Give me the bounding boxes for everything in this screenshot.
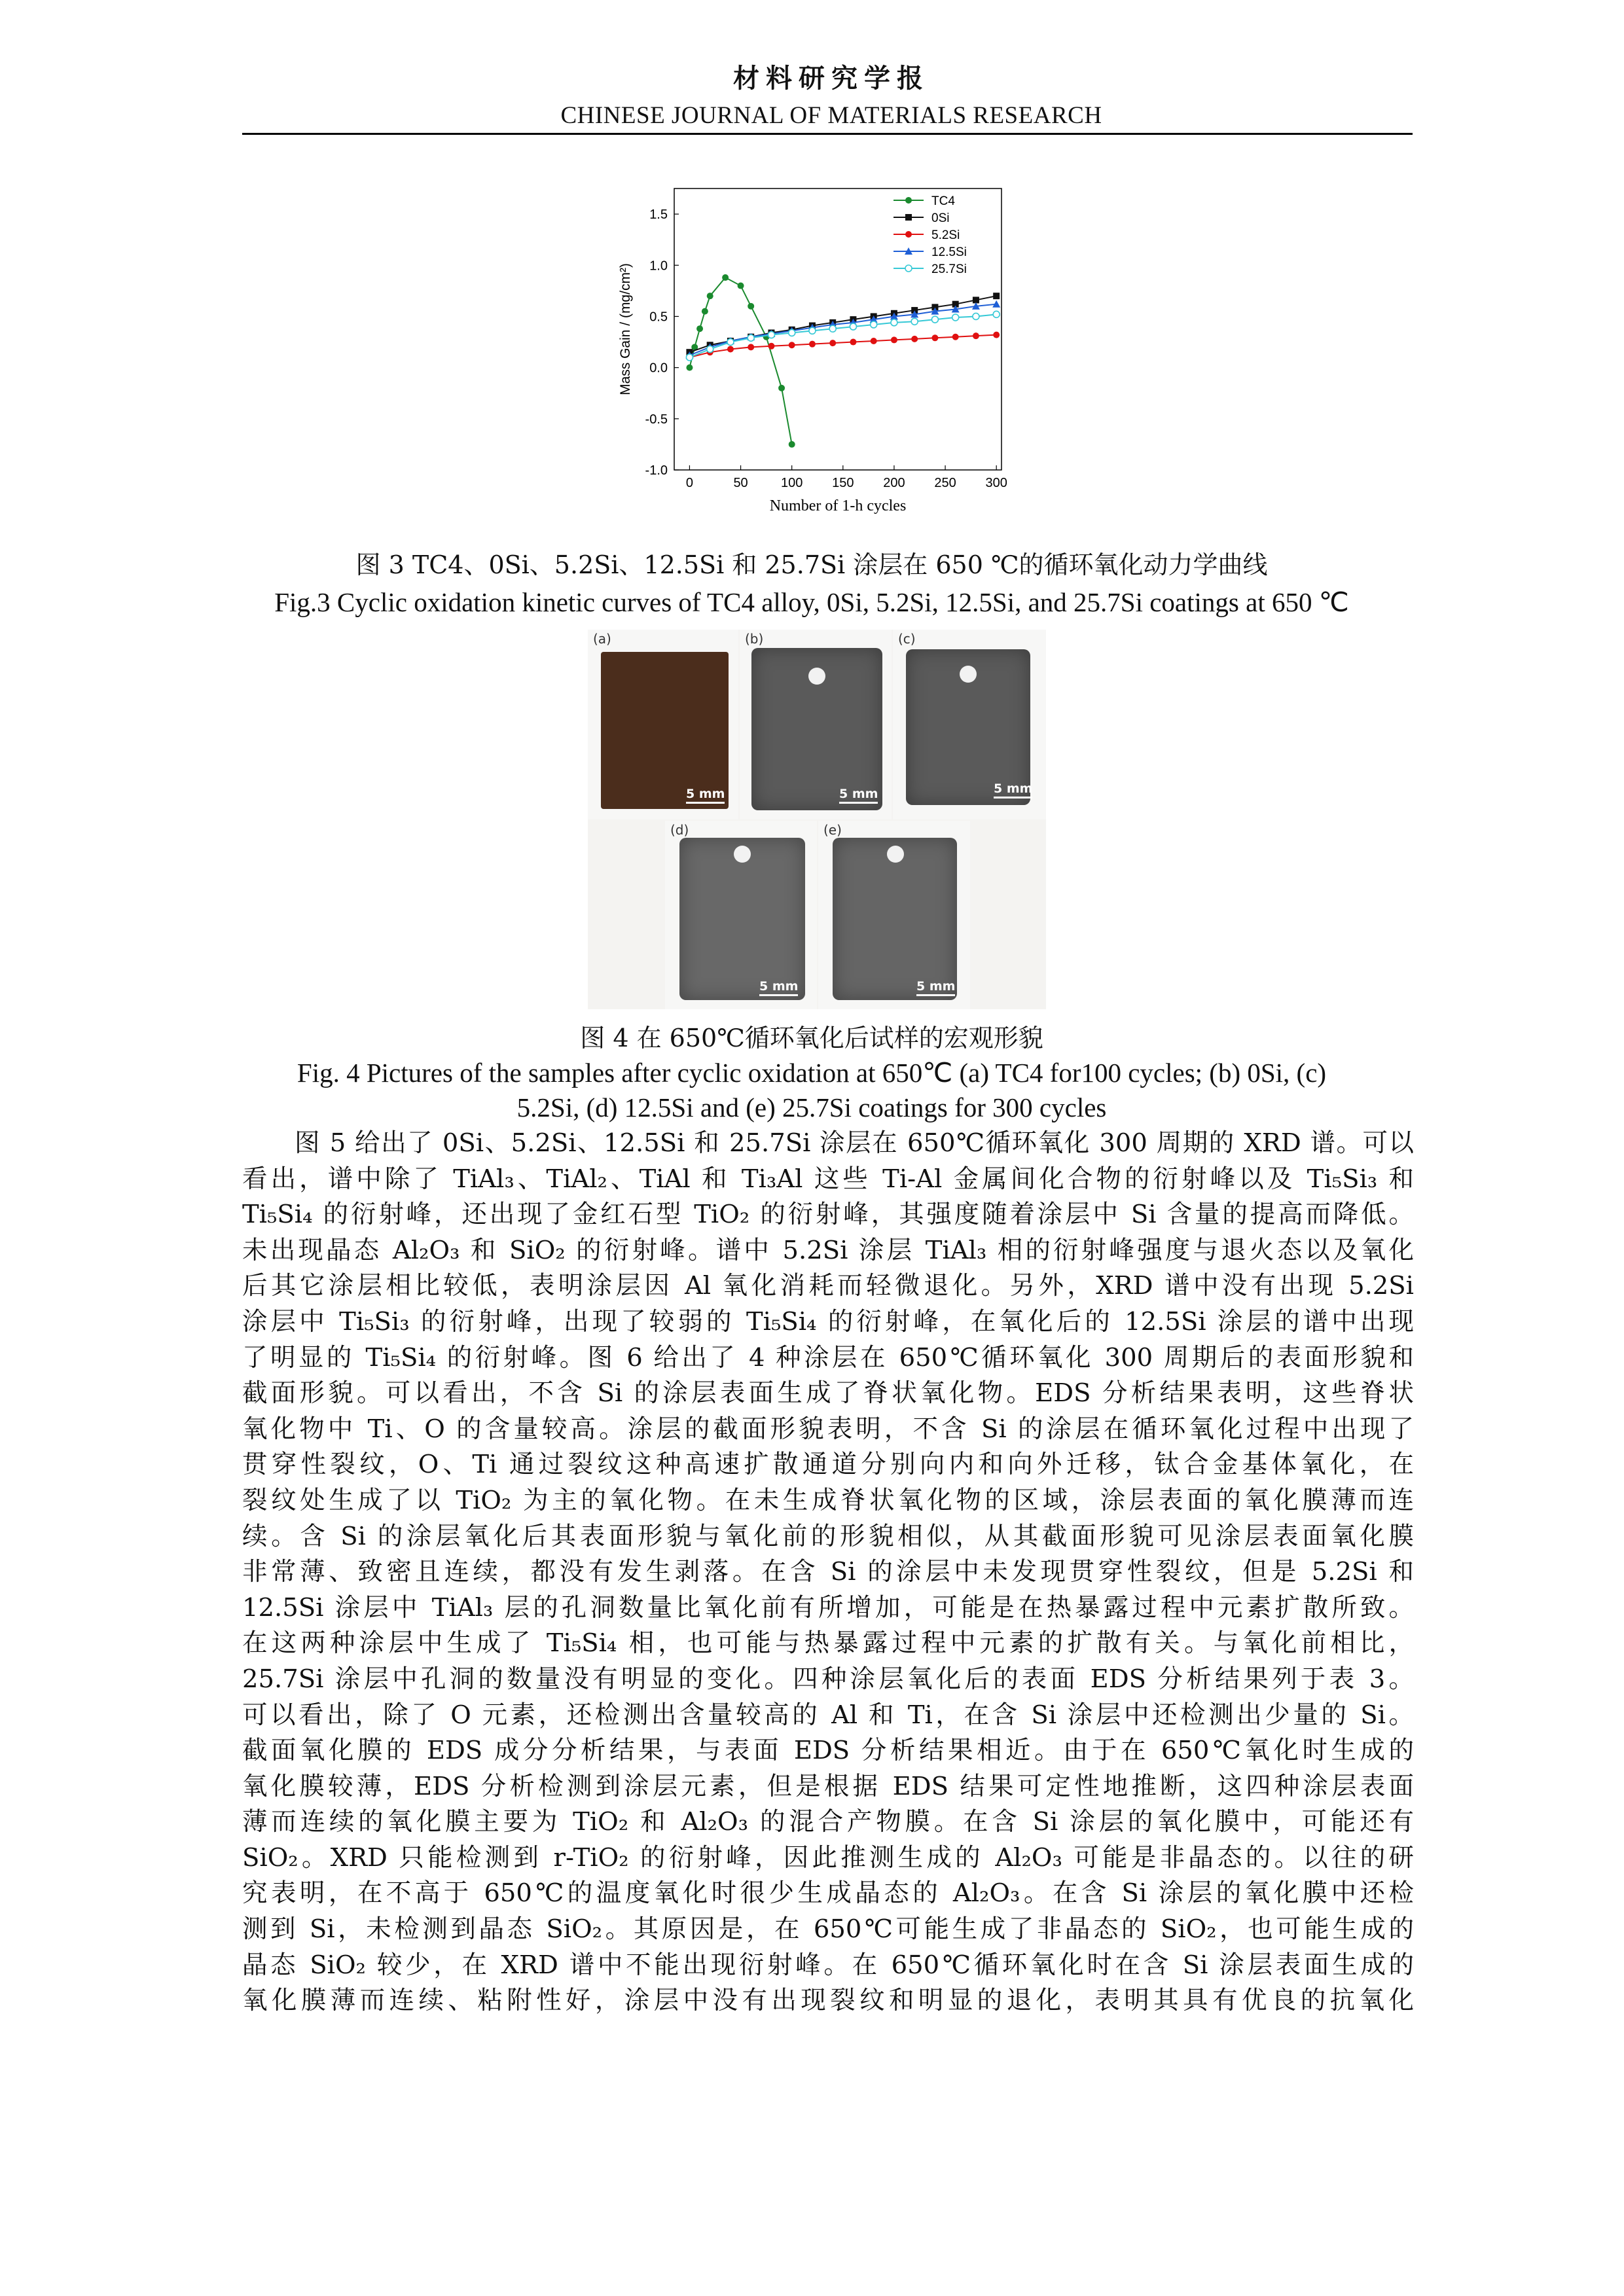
sample-hole — [808, 668, 825, 685]
figure3-caption-en: Fig.3 Cyclic oxidation kinetic curves of TC4 alloy, 0Si, 5.2Si, 12.5Si, and 25.7Si coatings at 650 ℃ — [274, 587, 1349, 617]
sample-hole — [960, 666, 977, 683]
data-point — [850, 339, 856, 346]
body-line: 25.7Si 涂层中孔洞的数量没有明显的变化。四种涂层氧化后的表面 EDS 分析结果列于表 3。 — [242, 1664, 1414, 1694]
body-line: 裂纹处生成了以 TiO₂ 为主的氧化物。在未生成脊状氧化物的区域，涂层表面的氧化膜薄而连 — [242, 1485, 1414, 1515]
data-point — [952, 334, 959, 340]
body-line: 究表明，在不高于 650℃的温度氧化时很少生成晶态的 Al₂O₃。在含 Si 涂层的氧化膜中还检 — [242, 1878, 1414, 1909]
legend-label: 25.7Si — [931, 262, 967, 276]
data-point — [748, 334, 754, 341]
series-tc4 — [686, 274, 795, 448]
sample-photos-figure — [588, 630, 1046, 1009]
photo-panel-d — [665, 821, 817, 1009]
data-point — [911, 336, 918, 342]
figure4-caption-en-line1: Fig. 4 Pictures of the samples after cyclic oxidation at 650℃ (a) TC4 for100 cycles; (b) 0Si, (c) — [297, 1058, 1327, 1088]
data-point — [768, 343, 774, 350]
body-line: 涂层中 Ti₅Si₃ 的衍射峰，出现了较弱的 Ti₅Si₄ 的衍射峰，在氧化后的 12.5Si 涂层的谱中出现 — [242, 1306, 1414, 1336]
series-line — [689, 278, 791, 444]
y-tick-label: -1.0 — [645, 463, 668, 478]
data-point — [748, 303, 754, 310]
journal-header — [242, 58, 1420, 130]
body-line: 在这两种涂层中生成了 Ti₅Si₄ 相，也可能与热暴露过程中元素的扩散有关。与氧化前相比， — [242, 1628, 1414, 1659]
body-line: 可以看出，除了 O 元素，还检测出含量较高的 Al 和 Ti，在含 Si 涂层中还检测出少量的 Si。 — [242, 1700, 1414, 1730]
scale-bar-d: 5 mm — [759, 979, 798, 996]
tc4-rusted-sample — [601, 652, 729, 809]
scale-bar-a: 5 mm — [686, 787, 725, 804]
data-point — [973, 313, 979, 319]
data-point — [931, 316, 938, 323]
panel-label-d: (d) — [670, 822, 689, 838]
data-point — [768, 332, 774, 338]
y-tick-label: 1.0 — [649, 259, 668, 274]
panel-label-a: (a) — [593, 631, 611, 647]
data-point — [686, 365, 693, 371]
photo-panel-a — [588, 630, 738, 819]
body-line: 氧化膜薄而连续、粘附性好，涂层中没有出现裂纹和明显的退化，表明其具有优良的抗氧化 — [242, 1986, 1414, 2016]
legend-label: TC4 — [931, 194, 955, 208]
data-point — [931, 334, 938, 341]
photo-panel-e — [818, 821, 970, 1009]
data-point — [727, 339, 734, 346]
panel-label-c: (c) — [898, 631, 916, 647]
data-point — [809, 327, 816, 334]
body-line: 截面氧化膜的 EDS 成分分析结果，与表面 EDS 分析结果相近。由于在 650℃氧化时生成的 — [242, 1736, 1414, 1766]
body-line: 后其它涂层相比较低，表明涂层因 Al 氧化消耗而轻微退化。另外，XRD 谱中没有出现 5.2Si — [242, 1271, 1414, 1301]
y-axis-label: Mass Gain / (mg/cm²) — [618, 263, 633, 395]
figure4-caption-en-line2: 5.2Si, (d) 12.5Si and (e) 25.7Si coatings for 300 cycles — [516, 1092, 1107, 1122]
body-line: SiO₂。XRD 只能检测到 r-TiO₂ 的衍射峰，因此推测生成的 Al₂O₃ 可能是非晶态的。以往的研 — [242, 1842, 1414, 1873]
body-line: 氧化物中 Ti、O 的含量较高。涂层的截面形貌表明，不含 Si 的涂层在循环氧化过程中出现了 — [242, 1414, 1414, 1444]
body-line: 图 5 给出了 0Si、5.2Si、12.5Si 和 25.7Si 涂层在 650℃循环氧化 300 周期的 XRD 谱。可以 — [242, 1128, 1414, 1158]
photo-panel-b — [740, 630, 892, 819]
body-line: 了明显的 Ti₅Si₄ 的衍射峰。图 6 给出了 4 种涂层在 650℃循环氧化 300 周期后的表面形貌和 — [242, 1342, 1414, 1372]
series-5-2si — [686, 332, 1000, 361]
body-line: 非常薄、致密且连续，都没有发生剥落。在含 Si 的涂层中未发现贯穿性裂纹，但是 5.2Si 和 — [242, 1557, 1414, 1587]
data-point — [973, 332, 979, 339]
y-tick-label: 0.0 — [649, 361, 668, 376]
photo-panel-c — [893, 630, 1046, 819]
body-line: 氧化膜较薄，EDS 分析检测到涂层元素，但是根据 EDS 结果可定性地推断，这四种涂层表面 — [242, 1771, 1414, 1801]
y-tick-label: 1.5 — [649, 207, 668, 223]
sample-hole — [734, 846, 751, 863]
body-line: 截面形貌。可以看出，不含 Si 的涂层表面生成了脊状氧化物。EDS 分析结果表明，这些脊状 — [242, 1378, 1414, 1408]
legend-marker — [905, 214, 912, 221]
legend-marker — [905, 231, 912, 238]
series-line — [689, 335, 996, 357]
data-point — [829, 340, 836, 346]
body-line: 贯穿性裂纹，O、Ti 通过裂纹这种高速扩散通道分别向内和向外迁移，钛合金基体氧化，在 — [242, 1450, 1414, 1480]
body-line: 看出，谱中除了 TiAl₃、TiAl₂、TiAl 和 Ti₃Al 这些 Ti-Al 金属间化合物的衍射峰以及 Ti₅Si₃ 和 — [242, 1164, 1414, 1194]
data-point — [871, 321, 877, 328]
body-line: 未出现晶态 Al₂O₃ 和 SiO₂ 的衍射峰。谱中 5.2Si 涂层 TiAl₃ 相的衍射峰强度与退火态以及氧化 — [242, 1235, 1414, 1265]
data-point — [722, 274, 729, 281]
data-point — [993, 311, 1000, 317]
data-point — [738, 283, 744, 289]
legend-label: 12.5Si — [931, 245, 967, 259]
x-tick-label: 150 — [832, 476, 854, 490]
data-point — [809, 341, 816, 348]
sample-hole — [887, 846, 904, 863]
data-point — [789, 342, 795, 348]
body-line: 晶态 SiO₂ 较少，在 XRD 谱中不能出现衍射峰。在 650℃循环氧化时在含 Si 涂层表面生成的 — [242, 1950, 1414, 1980]
scale-bar-c: 5 mm — [994, 781, 1032, 798]
data-point — [707, 293, 713, 299]
data-point — [789, 441, 795, 448]
legend-label: 5.2Si — [931, 228, 960, 242]
mass-gain-chart — [609, 175, 1054, 529]
x-tick-label: 250 — [934, 476, 956, 490]
data-point — [789, 329, 795, 336]
data-point — [891, 336, 897, 343]
data-point — [993, 293, 1000, 299]
data-point — [778, 385, 785, 391]
x-tick-label: 100 — [781, 476, 803, 490]
legend-label: 0Si — [931, 211, 950, 225]
data-point — [748, 344, 754, 350]
body-line: 薄而连续的氧化膜主要为 TiO₂ 和 Al₂O₃ 的混合产物膜。在含 Si 涂层的氧化膜中，可能还有 — [242, 1807, 1414, 1837]
data-point — [829, 325, 836, 332]
body-line: 测到 Si，未检测到晶态 SiO₂。其原因是，在 650℃可能生成了非晶态的 SiO₂，也可能生成的 — [242, 1914, 1414, 1945]
figure4-caption-cn: 图 4 在 650℃循环氧化后试样的宏观形貌 — [580, 1024, 1043, 1052]
journal-title-en: CHINESE JOURNAL OF MATERIALS RESEARCH — [560, 102, 1102, 129]
journal-title-cn: 材料研究学报 — [733, 63, 929, 94]
data-point — [871, 338, 877, 344]
data-point — [911, 318, 918, 325]
legend-marker — [905, 265, 912, 272]
y-tick-label: 0.5 — [649, 310, 668, 325]
scale-bar-b: 5 mm — [839, 787, 878, 804]
data-point — [993, 332, 1000, 338]
panel-label-b: (b) — [745, 631, 764, 647]
data-point — [727, 346, 734, 352]
data-point — [850, 323, 856, 330]
scale-bar-e: 5 mm — [916, 979, 955, 996]
panel-label-e: (e) — [823, 822, 842, 838]
x-tick-label: 0 — [685, 476, 693, 490]
legend-marker — [905, 197, 912, 204]
series-line — [689, 304, 996, 355]
data-point — [891, 319, 897, 326]
figure3-caption-cn: 图 3 TC4、0Si、5.2Si、12.5Si 和 25.7Si 涂层在 650 ℃的循环氧化动力学曲线 — [355, 550, 1268, 579]
data-point — [952, 314, 959, 321]
data-point — [702, 308, 708, 315]
body-line: Ti₅Si₄ 的衍射峰，还出现了金红石型 TiO₂ 的衍射峰，其强度随着涂层中 Si 含量的提高而降低。 — [242, 1200, 1414, 1230]
x-tick-label: 300 — [985, 476, 1007, 490]
body-line: 续。含 Si 的涂层氧化后其表面形貌与氧化前的形貌相似，从其截面形貌可见涂层表面氧化膜 — [242, 1521, 1414, 1551]
header-rule — [242, 133, 1413, 135]
data-point — [696, 325, 703, 332]
data-point — [686, 354, 693, 361]
y-tick-label: -0.5 — [645, 412, 668, 427]
x-tick-label: 200 — [883, 476, 905, 490]
body-paragraph — [242, 1126, 1414, 2019]
body-line: 12.5Si 涂层中 TiAl₃ 层的孔洞数量比氧化前有所增加，可能是在热暴露过程中元素扩散所致。 — [242, 1592, 1414, 1623]
x-tick-label: 50 — [733, 476, 748, 490]
data-point — [707, 346, 713, 352]
x-axis-label: Number of 1-h cycles — [769, 497, 907, 514]
